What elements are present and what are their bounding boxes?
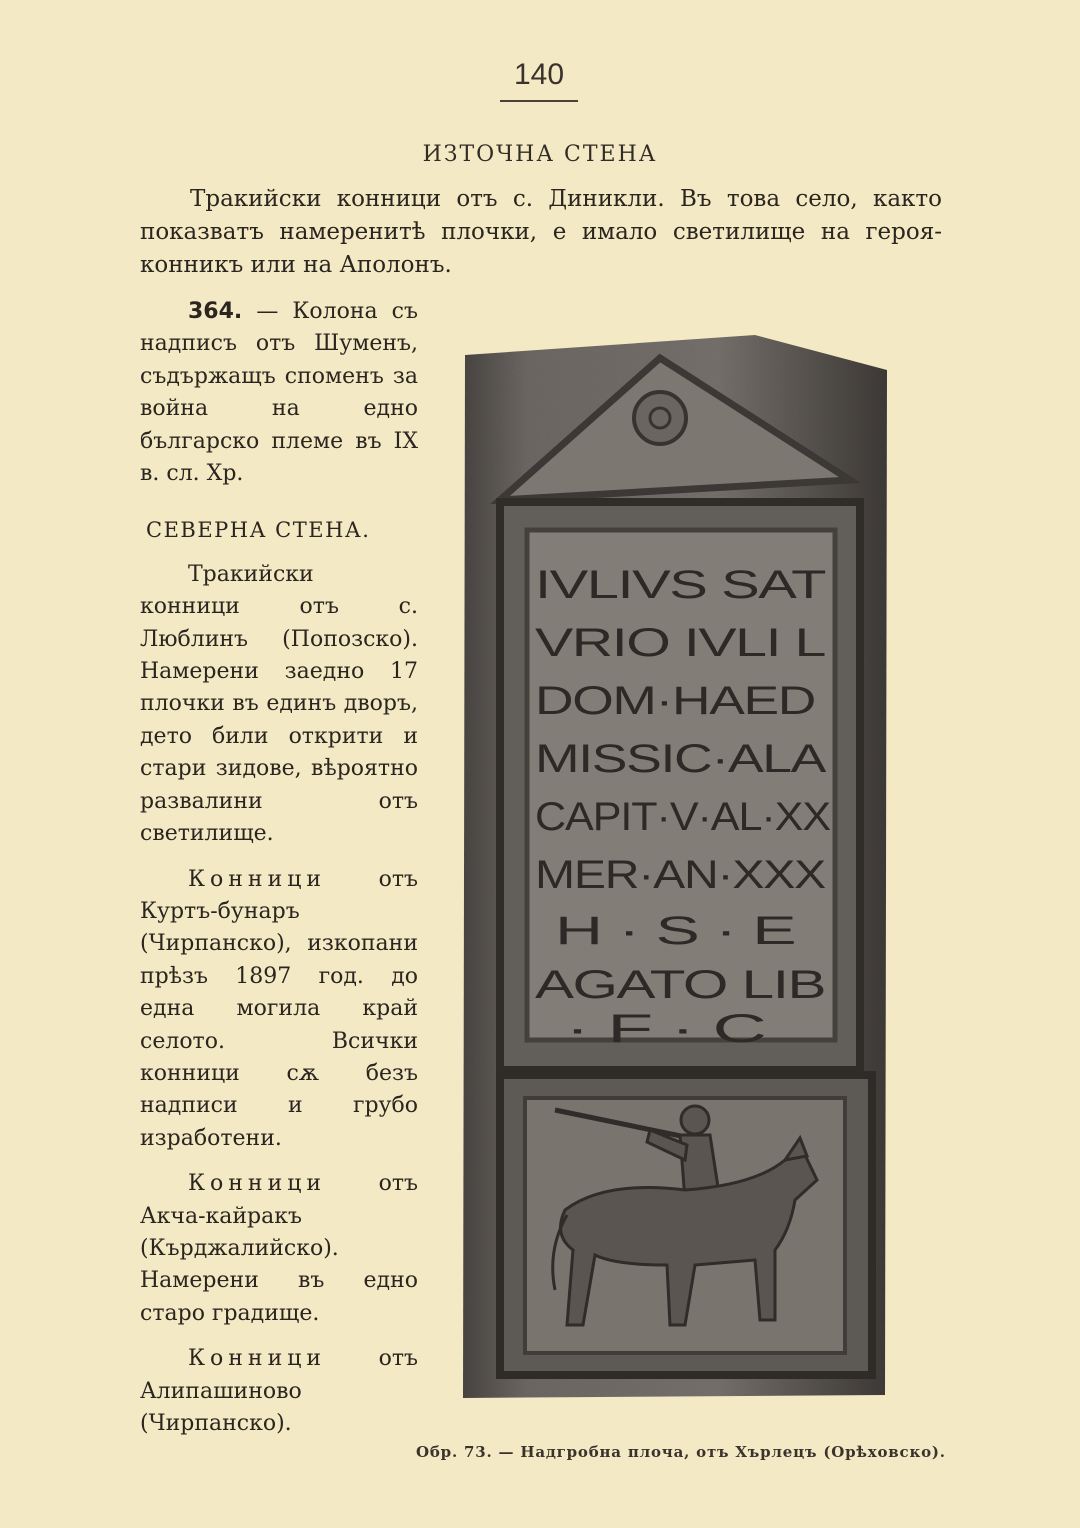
entry-text: — Колона съ надписъ отъ Шуменъ, съдържащъ споменъ за война на едно българско племе въ IX в. сл. Хр. xyxy=(140,299,418,487)
text-column xyxy=(140,296,418,1453)
tombstone-photo xyxy=(455,330,895,1400)
page-number: 140 xyxy=(500,58,578,102)
inscription-line: AGATO LIB xyxy=(535,963,825,1007)
paragraph-lead: Конници xyxy=(188,1346,327,1372)
paragraph-lead: Конници xyxy=(188,866,327,892)
rosette xyxy=(634,392,686,444)
paragraph-alipashinovo xyxy=(140,1343,418,1440)
inscription-line: · F · C xyxy=(565,1007,766,1051)
inscription-line: MER·AN·XXX xyxy=(535,853,826,897)
section-heading-east-wall: ИЗТОЧНА СТЕНА xyxy=(422,142,658,167)
entry-364 xyxy=(140,296,418,490)
inscription-line: MISSIC·ALA xyxy=(535,737,827,781)
paragraph-body: отъ Куртъ-бунаръ (Чирпанско), изкопани прѣзъ 1897 год. до една могила край селото. Всички конници сѫ безъ надписи и грубо изработени. xyxy=(140,866,418,1151)
intro-paragraph: Тракийски конници отъ с. Диникли. Въ това село, както показватъ намеренитѣ плочки, е имало светилище на героя-конникъ или на Аполонъ. xyxy=(140,186,942,278)
inscription-text xyxy=(535,563,830,1051)
inscription-line: IVLIVS SAT xyxy=(535,563,826,607)
section-heading-north-wall: СЕВЕРНА СТЕНА. xyxy=(146,518,371,543)
entry-number: 364. xyxy=(188,299,243,324)
paragraph-kurt-bunar xyxy=(140,864,418,1156)
inscription-line: VRIO IVLI L xyxy=(535,621,825,665)
inscription-line: H · S · E xyxy=(555,909,795,953)
figure-caption: Обр. 73. — Надгробна плоча, отъ Хърлецъ (Орѣховско). xyxy=(416,1443,946,1461)
inscription-line: CAPIT·V·AL·XX xyxy=(535,795,831,839)
paragraph-body: отъ Акча-кайракъ (Кърджалийско). Намерени въ едно старо градище. xyxy=(140,1171,418,1326)
paragraph-akcha-kairak xyxy=(140,1168,418,1330)
paragraph-lublin: Тракийски конници отъ с. Люблинъ (Попозско). Намерени заедно 17 плочки въ единъ дворъ, дето били открити и стари зидове, вѣроятно развалини отъ светилище. xyxy=(140,561,418,847)
tombstone-figure xyxy=(455,330,895,1400)
paragraph-lead: Конници xyxy=(188,1171,327,1197)
paragraph-body: отъ Алипашиново (Чирпанско). xyxy=(140,1346,418,1436)
inscription-line: DOM·HAED xyxy=(535,679,815,723)
